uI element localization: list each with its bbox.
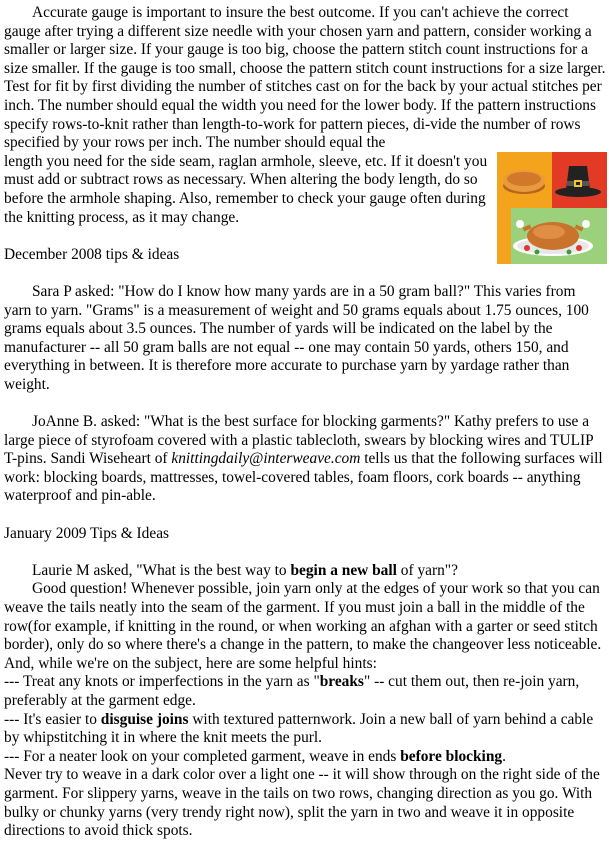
answer-paragraph: Good question! Whenever possible, join yarn only at the edges of your work so that you can weave the tails neatly into the seam of the garment. If you must join a ball in the middle of the row(for example, if knitting in the round, or when working an afghan with a garter or seed stitch border), only do so where there's a change in the pattern, to make the changeover less noticeable. And, while we're on the subject, here are some helpful hints: — [4, 580, 602, 672]
joanne-text-a: JoAnne B. asked: "What is the best surface for blocking garments?" Kathy prefers to use a large piece of styrofoam covered with a plastic tablecloth, swears by blocking wires and TULIP T-pins. Sandi Wiseheart of — [4, 413, 594, 468]
spacer — [4, 506, 606, 525]
laurie-bold: begin a new ball — [290, 561, 397, 579]
laurie-paragraph — [4, 562, 606, 581]
hint-knots — [4, 673, 606, 710]
gauge-paragraph-continued — [4, 153, 489, 227]
hint-disguise — [4, 711, 606, 748]
hint2-text-a: --- It's easier to — [4, 710, 101, 728]
hint1-bold: breaks — [319, 673, 364, 691]
spacer — [4, 264, 606, 283]
document-body — [4, 4, 606, 841]
laurie-text-a: Laurie M asked, "What is the best way to — [32, 561, 291, 579]
closing-paragraph: Never try to weave in a dark color over a light one -- it will show through on the right side of the garment. For slippery yarns, weave in the tails on two rows, changing direction as you go. With bulky or chunky yarns (very trendy right now), split the yarn in two and weave it in opposite directions to avoid thick spots. — [4, 766, 600, 840]
gauge-text-full: Accurate gauge is important to insure the best outcome. If you can't achieve the correct gauge after trying a different size needle with your chosen yarn and pattern, consider working a smaller or larger size. If your gauge is too big, choose the pattern stitch count instructions for a size smaller. If the gauge is too small, choose the pattern stitch count instructions for a size larger. Test for fit by first dividing the number of stitches cast on for the back by your actual stitches per inch. The number should equal the width you need for the lower body. If the pattern instructions specify rows-to-knit rather than length-to-work for pattern pieces, di-vide the number of rows specified by your rows per inch. The number should equal the — [4, 4, 606, 152]
gauge-text-narrow: length you need for the side seam, raglan armhole, sleeve, etc. If it doesn't you must add or subtract rows as necessary. When altering the body length, do so before the armhole shaping. Also, remember to check your gauge often during the knitting process, as it may change. — [4, 152, 488, 226]
hint2-text-b: with textured patternwork. Join a new ball of yarn behind a cable by whipstitching it in where the knit meets the purl. — [4, 710, 594, 747]
thanksgiving-icon — [497, 152, 607, 264]
sara-paragraph: Sara P asked: "How do I know how many yards are in a 50 gram ball?" This varies from yarn to yarn. "Grams" is a measurement of weight and 50 grams equals about 1.75 ounces, 100 grams equals about 3.5 ounces. The number of yards will be indicated on the label by the manufacturer -- all 50 gram balls are not equal -- one may contain 50 yards, others 150, and everything in between. It is therefore more accurate to purchase yarn by yardage rather than weight. — [4, 282, 589, 393]
hint3-text-a: --- For a neater look on your completed garment, weave in ends — [4, 747, 401, 765]
joanne-paragraph — [4, 413, 606, 506]
email-link[interactable]: knittingdaily@interweave.com — [171, 450, 361, 468]
hint3-text-b: . — [502, 747, 506, 765]
hint1-text-a: --- Treat any knots or imperfections in the yarn as " — [4, 673, 320, 691]
hint2-bold: disguise joins — [100, 710, 189, 728]
december-heading: December 2008 tips & ideas — [4, 245, 180, 263]
spacer — [4, 394, 606, 413]
hint3-bold: before blocking — [400, 747, 503, 765]
hint-weave — [4, 748, 606, 767]
hint1-text-b: " -- cut them out, then re-join yarn, preferably at the garment edge. — [4, 673, 580, 709]
spacer — [4, 543, 606, 562]
joanne-text-b: tells us that the following surfaces will work: blocking boards, mattresses, towel-covered tables, foam floors, cork boards -- anything waterproof and pin-able. — [4, 450, 603, 505]
thanksgiving-clipart — [497, 152, 607, 264]
january-heading: January 2009 Tips & Ideas — [4, 524, 170, 542]
laurie-text-b: of yarn"? — [396, 561, 458, 579]
gauge-paragraph — [4, 4, 606, 153]
